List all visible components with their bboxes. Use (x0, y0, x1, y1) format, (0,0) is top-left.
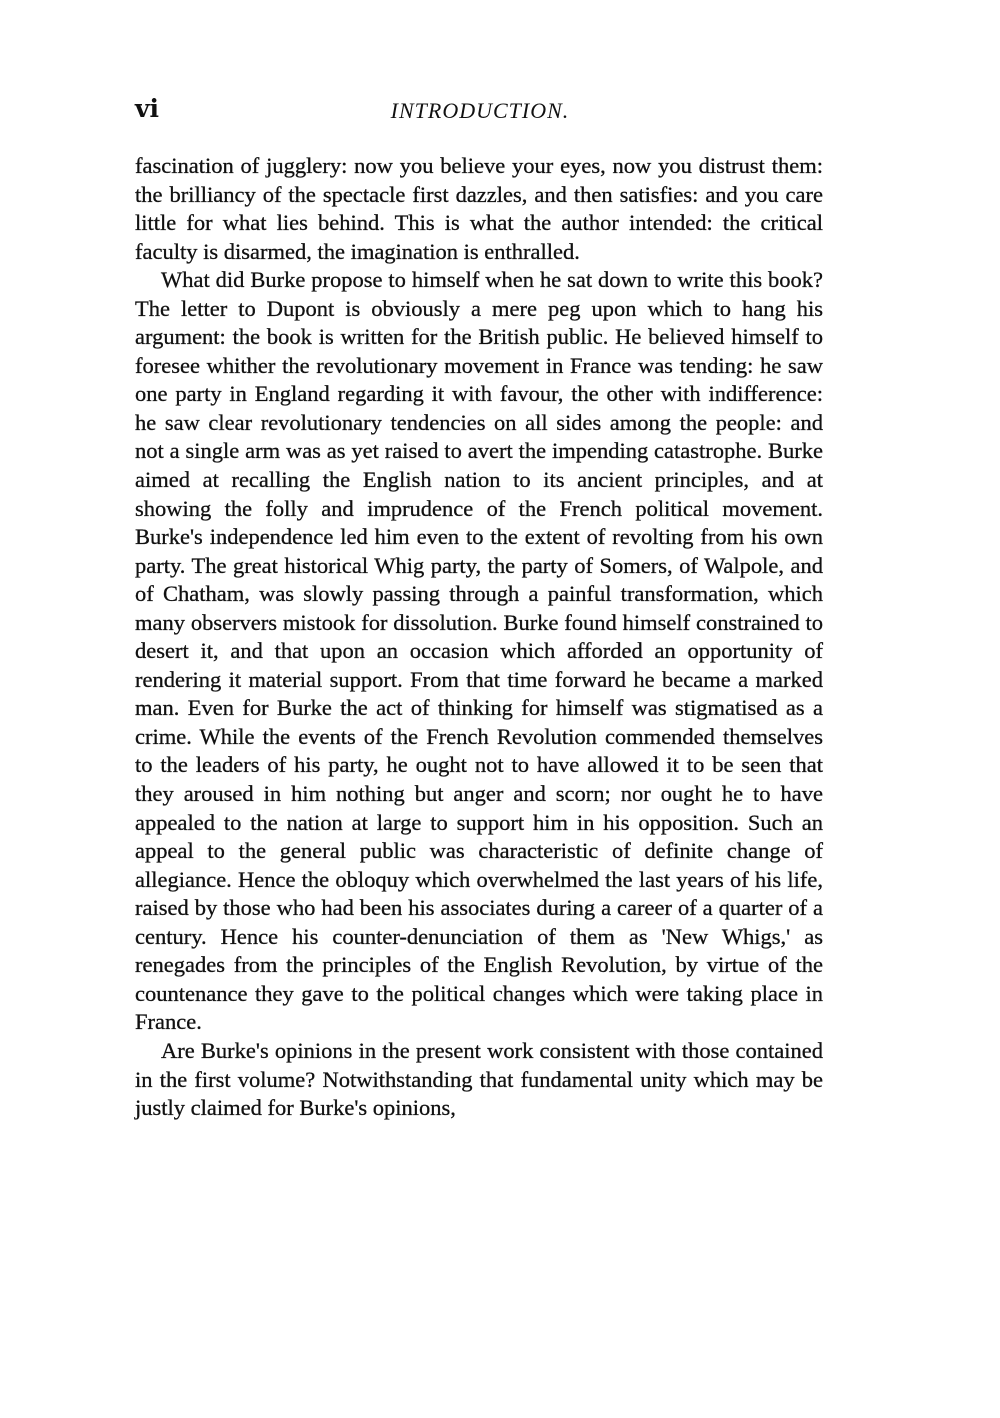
body-text (135, 152, 823, 1123)
running-title: INTRODUCTION. (390, 98, 570, 123)
page-header (135, 94, 825, 130)
paragraph-burke-purpose: What did Burke propose to himself when he sat down to write this book? The letter to Dupont is obviously a mere peg upon which to hang his argument: the book is written for the British public. He believed himself to foresee whither the revolutionary movement in France was tending: he saw one party in England regarding it with favour, the other with indifference: he saw clear revolutionary tendencies on all sides among the people: and not a single arm was as yet raised to avert the impending catastrophe. Burke aimed at recalling the English nation to its ancient principles, and at showing the folly and imprudence of the French political movement. Burke's independence led him even to the extent of revolting from his own party. The great historical Whig party, the party of Somers, of Walpole, and of Chatham, was slowly passing through a painful transformation, which many observers mistook for dissolution. Burke found himself constrained to desert it, and that upon an occasion which afforded an opportunity of rendering it material support. From that time forward he became a marked man. Even for Burke the act of thinking for himself was stigmatised as a crime. While the events of the French Revolution commended themselves to the leaders of his party, he ought not to have allowed it to be seen that they aroused in him nothing but anger and scorn; nor ought he to have appealed to the nation at large to support him in his opposition. Such an appeal to the general public was characteristic of definite change of allegiance. Hence the obloquy which overwhelmed the last years of his life, raised by those who had been his associates during a career of a quarter of a century. Hence his counter-denunciation of them as 'New Whigs,' as renegades from the principles of the English Revolution, by virtue of the countenance they gave to the political changes which were taking place in France. (135, 267, 823, 1035)
page-number: vi (135, 94, 160, 123)
paragraph-burke-opinions: Are Burke's opinions in the present work consistent with those contained in the first volume? Notwithstanding that fundamental unity which may be justly claimed for Burke's opinions, (135, 1037, 823, 1121)
paragraph-continuation: fascination of jugglery: now you believe your eyes, now you distrust them: the brilliancy of the spectacle first dazzles, and then satisfies: and you care little for what lies behind. This is what the author intended: the critical faculty is disarmed, the imagination is enthralled. (135, 153, 823, 264)
